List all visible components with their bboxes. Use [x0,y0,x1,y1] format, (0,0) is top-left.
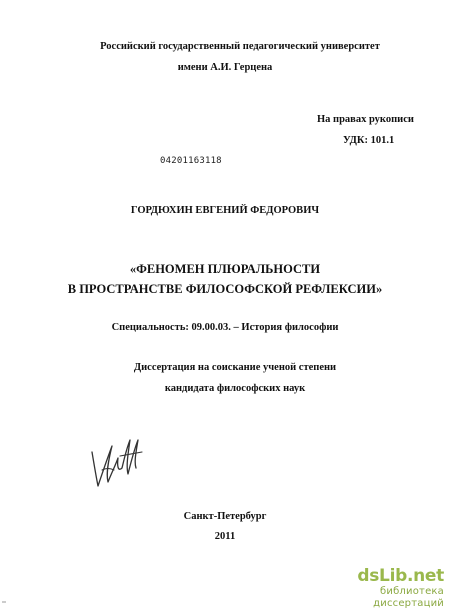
dslib-subtitle: библиотека диссертаций [373,586,444,609]
dslib-watermark [344,566,444,610]
university-name-line1: Российский государственный педагогический университет [100,41,380,52]
author-name: ГОРДЮХИН ЕВГЕНИЙ ФЕДОРОВИЧ [130,205,320,216]
specialty-line: Специальность: 09.00.03. – История философии [111,322,339,333]
manuscript-rights-label: На правах рукописи [317,114,414,125]
registration-number: 04201163118 [160,156,222,166]
year: 2011 [214,531,236,542]
dissertation-degree-line1: Диссертация на соискание ученой степени [133,362,337,373]
handwritten-signature [84,432,146,494]
university-name-line2: имени А.И. Герцена [177,62,273,73]
thesis-title-line1: «ФЕНОМЕН ПЛЮРАЛЬНОСТИ [129,262,321,276]
thesis-title-line2: В ПРОСТРАНСТВЕ ФИЛОСОФСКОЙ РЕФЛЕКСИИ» [67,282,383,296]
dslib-logo-text: dsLib.net [357,566,444,586]
udk-code: УДК: 101.1 [343,135,395,146]
dissertation-degree-line2: кандидата философских наук [164,383,306,394]
city: Санкт-Петербург [183,511,267,522]
scan-mark [2,601,6,603]
